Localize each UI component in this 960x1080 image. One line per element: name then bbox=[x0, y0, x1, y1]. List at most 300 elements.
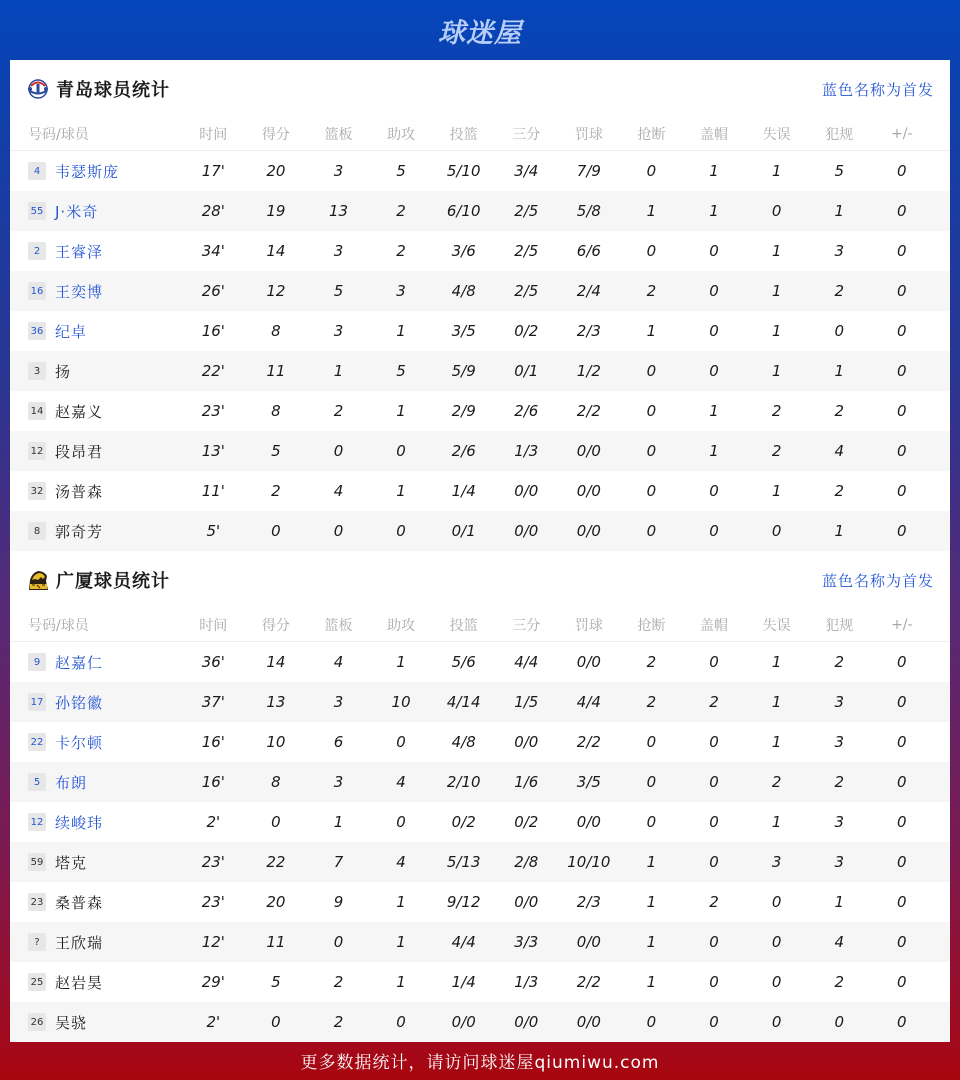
player-row[interactable] bbox=[10, 802, 950, 842]
jersey-number-badge: 3 bbox=[28, 362, 46, 380]
stat-plus-minus: 0 bbox=[897, 733, 907, 751]
player-name[interactable]: 王奕博 bbox=[55, 282, 104, 301]
player-row[interactable] bbox=[10, 682, 950, 722]
col-3pt: 三分 bbox=[512, 127, 541, 143]
jersey-number-badge: 4 bbox=[28, 162, 46, 180]
player-cell bbox=[10, 1012, 182, 1033]
column-header-row bbox=[10, 118, 950, 151]
stat-fouls: 3 bbox=[834, 693, 844, 711]
stat-turnovers: 3 bbox=[771, 853, 782, 871]
stat-rebounds: 3 bbox=[333, 773, 344, 791]
stat-assists: 1 bbox=[396, 973, 406, 991]
stat-free-throws: 2/3 bbox=[576, 893, 601, 911]
starter-legend: 蓝色名称为首发 bbox=[821, 80, 934, 99]
stat-field-goals: 4/14 bbox=[446, 693, 481, 711]
jersey-number-badge: 25 bbox=[28, 973, 46, 991]
stat-steals: 2 bbox=[646, 282, 657, 300]
player-name[interactable]: 孙铭徽 bbox=[55, 693, 104, 712]
stat-points: 12 bbox=[266, 282, 286, 300]
stat-points: 10 bbox=[266, 733, 286, 751]
player-cell bbox=[10, 441, 182, 462]
stat-blocks: 0 bbox=[709, 933, 719, 951]
stat-rebounds: 0 bbox=[333, 442, 344, 460]
stat-free-throws: 4/4 bbox=[576, 693, 601, 711]
stat-three-pointers: 2/6 bbox=[514, 402, 539, 420]
stat-field-goals: 4/4 bbox=[451, 933, 476, 951]
stat-points: 20 bbox=[266, 893, 286, 911]
stat-steals: 0 bbox=[646, 242, 657, 260]
player-row[interactable] bbox=[10, 191, 950, 231]
stat-assists: 0 bbox=[396, 813, 406, 831]
stat-points: 5 bbox=[271, 973, 281, 991]
stat-minutes: 29' bbox=[201, 973, 225, 991]
stat-plus-minus: 0 bbox=[897, 522, 907, 540]
player-cell bbox=[10, 972, 182, 993]
stat-steals: 1 bbox=[646, 202, 657, 220]
stat-steals: 0 bbox=[646, 773, 657, 791]
stat-minutes: 23' bbox=[201, 402, 225, 420]
stat-three-pointers: 2/5 bbox=[514, 242, 539, 260]
stat-steals: 0 bbox=[646, 442, 657, 460]
player-name[interactable]: 续峻玮 bbox=[55, 813, 104, 832]
player-name[interactable]: 纪卓 bbox=[55, 322, 88, 341]
brand-logo: 球迷屋 bbox=[438, 17, 522, 49]
stat-three-pointers: 1/3 bbox=[514, 973, 539, 991]
stat-turnovers: 0 bbox=[771, 893, 782, 911]
col-minutes: 时间 bbox=[199, 127, 228, 143]
stat-minutes: 37' bbox=[201, 693, 225, 711]
stat-field-goals: 4/8 bbox=[451, 282, 476, 300]
stat-assists: 2 bbox=[396, 202, 406, 220]
stat-rebounds: 2 bbox=[333, 973, 344, 991]
stat-turnovers: 1 bbox=[771, 813, 782, 831]
stat-rebounds: 1 bbox=[333, 362, 344, 380]
stat-rebounds: 5 bbox=[333, 282, 344, 300]
stat-three-pointers: 0/0 bbox=[514, 733, 539, 751]
player-cell bbox=[10, 401, 182, 422]
player-cell bbox=[10, 932, 182, 953]
stat-free-throws: 0/0 bbox=[576, 482, 601, 500]
col-ft: 罚球 bbox=[574, 127, 603, 143]
stat-minutes: 12' bbox=[201, 933, 225, 951]
stat-blocks: 0 bbox=[709, 973, 719, 991]
stat-turnovers: 0 bbox=[771, 202, 782, 220]
player-cell bbox=[10, 241, 182, 262]
player-row[interactable] bbox=[10, 231, 950, 271]
stat-minutes: 22' bbox=[201, 362, 225, 380]
stat-points: 8 bbox=[271, 322, 281, 340]
player-name[interactable]: 赵岩昊 bbox=[55, 973, 104, 992]
stat-steals: 0 bbox=[646, 482, 657, 500]
stat-turnovers: 0 bbox=[771, 933, 782, 951]
stat-free-throws: 0/0 bbox=[576, 653, 601, 671]
stat-plus-minus: 0 bbox=[897, 813, 907, 831]
stat-rebounds: 3 bbox=[333, 242, 344, 260]
stat-minutes: 16' bbox=[201, 773, 225, 791]
stat-three-pointers: 0/0 bbox=[514, 522, 539, 540]
player-row[interactable] bbox=[10, 471, 950, 511]
stat-assists: 1 bbox=[396, 933, 406, 951]
stat-rebounds: 13 bbox=[328, 202, 349, 220]
player-cell bbox=[10, 692, 182, 713]
stat-turnovers: 2 bbox=[771, 442, 782, 460]
stat-points: 20 bbox=[266, 162, 286, 180]
stat-turnovers: 0 bbox=[771, 1013, 782, 1031]
section-title: 广厦球员统计 bbox=[56, 571, 170, 592]
player-name[interactable]: 布朗 bbox=[55, 773, 88, 792]
stat-turnovers: 0 bbox=[771, 973, 782, 991]
stat-minutes: 11' bbox=[201, 482, 225, 500]
jersey-number-badge: 16 bbox=[28, 282, 46, 300]
stat-turnovers: 1 bbox=[771, 242, 782, 260]
jersey-number-badge: 55 bbox=[28, 202, 46, 220]
player-row[interactable] bbox=[10, 431, 950, 471]
col-plus-minus: +/- bbox=[891, 617, 913, 633]
stat-fouls: 3 bbox=[834, 242, 844, 260]
player-name[interactable]: 汤普森 bbox=[55, 482, 104, 501]
stat-field-goals: 1/4 bbox=[451, 973, 476, 991]
stat-field-goals: 4/8 bbox=[451, 733, 476, 751]
player-cell bbox=[10, 481, 182, 502]
stat-fouls: 5 bbox=[834, 162, 844, 180]
stat-steals: 2 bbox=[646, 653, 657, 671]
stat-blocks: 1 bbox=[709, 202, 719, 220]
col-turnovers: 失误 bbox=[762, 127, 791, 143]
stat-assists: 1 bbox=[396, 893, 406, 911]
stat-three-pointers: 2/5 bbox=[514, 282, 539, 300]
stat-free-throws: 0/0 bbox=[576, 933, 601, 951]
col-player: 号码/球员 bbox=[28, 127, 89, 143]
stat-rebounds: 0 bbox=[333, 933, 344, 951]
jersey-number-badge: 14 bbox=[28, 402, 46, 420]
stat-minutes: 36' bbox=[201, 653, 225, 671]
player-rows bbox=[10, 151, 950, 551]
player-row[interactable] bbox=[10, 962, 950, 1002]
stat-free-throws: 7/9 bbox=[576, 162, 601, 180]
stat-assists: 1 bbox=[396, 482, 406, 500]
player-name[interactable]: 卡尔顿 bbox=[55, 733, 104, 752]
col-steals: 抢断 bbox=[637, 618, 666, 634]
stat-fouls: 0 bbox=[834, 322, 844, 340]
player-row[interactable] bbox=[10, 391, 950, 431]
player-row[interactable] bbox=[10, 922, 950, 962]
team-section-guangsha bbox=[10, 551, 950, 1042]
player-name[interactable]: 赵嘉仁 bbox=[55, 653, 104, 672]
stat-turnovers: 1 bbox=[771, 482, 782, 500]
stat-points: 13 bbox=[266, 693, 286, 711]
stat-fouls: 1 bbox=[834, 362, 844, 380]
jersey-number-badge: 12 bbox=[28, 442, 46, 460]
stat-fouls: 4 bbox=[834, 933, 844, 951]
stat-three-pointers: 4/4 bbox=[514, 653, 539, 671]
stat-steals: 1 bbox=[646, 933, 657, 951]
player-name[interactable]: 桑普森 bbox=[55, 893, 104, 912]
stat-points: 19 bbox=[266, 202, 286, 220]
stat-blocks: 1 bbox=[709, 162, 719, 180]
stat-points: 8 bbox=[271, 402, 281, 420]
stat-rebounds: 4 bbox=[333, 482, 344, 500]
stat-three-pointers: 0/2 bbox=[514, 813, 539, 831]
col-rebounds: 篮板 bbox=[324, 127, 353, 143]
stat-blocks: 0 bbox=[709, 813, 719, 831]
stat-assists: 3 bbox=[396, 282, 406, 300]
stat-blocks: 0 bbox=[709, 653, 719, 671]
stat-plus-minus: 0 bbox=[897, 773, 907, 791]
stat-turnovers: 2 bbox=[771, 773, 782, 791]
jersey-number-badge: 17 bbox=[28, 693, 46, 711]
stat-plus-minus: 0 bbox=[897, 933, 907, 951]
stat-points: 22 bbox=[266, 853, 286, 871]
stat-assists: 1 bbox=[396, 653, 406, 671]
stat-blocks: 0 bbox=[709, 773, 719, 791]
player-row[interactable] bbox=[10, 351, 950, 391]
stat-assists: 0 bbox=[396, 522, 406, 540]
stat-fouls: 1 bbox=[834, 202, 844, 220]
player-name[interactable]: 郭奇芳 bbox=[55, 522, 104, 541]
stat-free-throws: 2/3 bbox=[576, 322, 601, 340]
jersey-number-badge: 59 bbox=[28, 853, 46, 871]
stat-points: 0 bbox=[271, 1013, 281, 1031]
stat-three-pointers: 1/6 bbox=[514, 773, 539, 791]
player-cell bbox=[10, 281, 182, 302]
stat-field-goals: 2/6 bbox=[451, 442, 476, 460]
section-title: 青岛球员统计 bbox=[56, 80, 170, 101]
col-plus-minus: +/- bbox=[891, 126, 913, 142]
player-name[interactable]: 吴骁 bbox=[55, 1013, 88, 1032]
player-name[interactable]: 王睿泽 bbox=[55, 242, 104, 261]
stat-rebounds: 3 bbox=[333, 693, 344, 711]
stat-field-goals: 3/5 bbox=[451, 322, 476, 340]
player-row[interactable] bbox=[10, 882, 950, 922]
stat-plus-minus: 0 bbox=[897, 322, 907, 340]
player-name[interactable]: 赵嘉义 bbox=[55, 402, 104, 421]
section-title-group bbox=[26, 76, 170, 102]
player-row[interactable] bbox=[10, 311, 950, 351]
col-points: 得分 bbox=[261, 618, 290, 634]
stat-assists: 10 bbox=[391, 693, 411, 711]
stat-minutes: 23' bbox=[201, 893, 225, 911]
stat-assists: 1 bbox=[396, 402, 406, 420]
col-rebounds: 篮板 bbox=[324, 618, 353, 634]
stat-minutes: 34' bbox=[201, 242, 225, 260]
player-row[interactable] bbox=[10, 511, 950, 551]
stat-free-throws: 0/0 bbox=[576, 522, 601, 540]
stat-rebounds: 3 bbox=[333, 322, 344, 340]
player-cell bbox=[10, 812, 182, 833]
jersey-number-badge: 8 bbox=[28, 522, 46, 540]
stat-steals: 0 bbox=[646, 362, 657, 380]
jersey-number-badge: 36 bbox=[28, 322, 46, 340]
stat-steals: 0 bbox=[646, 402, 657, 420]
stat-steals: 1 bbox=[646, 322, 657, 340]
stat-free-throws: 2/2 bbox=[576, 733, 601, 751]
stat-turnovers: 1 bbox=[771, 693, 782, 711]
qingdao-team-logo-icon bbox=[26, 77, 50, 101]
stat-three-pointers: 0/0 bbox=[514, 1013, 539, 1031]
stat-rebounds: 6 bbox=[333, 733, 344, 751]
col-blocks: 盖帽 bbox=[700, 127, 729, 143]
player-row[interactable] bbox=[10, 762, 950, 802]
section-title-group bbox=[26, 567, 170, 593]
stat-blocks: 0 bbox=[709, 482, 719, 500]
stat-assists: 0 bbox=[396, 733, 406, 751]
stat-blocks: 2 bbox=[709, 693, 719, 711]
player-cell bbox=[10, 161, 182, 182]
stat-minutes: 16' bbox=[201, 733, 225, 751]
team-section-qingdao bbox=[10, 60, 950, 551]
stat-three-pointers: 1/5 bbox=[514, 693, 539, 711]
stat-field-goals: 3/6 bbox=[451, 242, 476, 260]
guangsha-team-logo-icon bbox=[26, 568, 50, 592]
col-assists: 助攻 bbox=[387, 127, 416, 143]
stat-turnovers: 1 bbox=[771, 653, 782, 671]
player-row[interactable] bbox=[10, 722, 950, 762]
player-name[interactable]: 扬 bbox=[55, 362, 72, 381]
stat-steals: 0 bbox=[646, 733, 657, 751]
stat-points: 14 bbox=[266, 242, 286, 260]
stat-rebounds: 1 bbox=[333, 813, 344, 831]
stat-blocks: 0 bbox=[709, 522, 719, 540]
stat-field-goals: 0/0 bbox=[451, 1013, 476, 1031]
col-fg: 投篮 bbox=[449, 618, 478, 634]
col-player: 号码/球员 bbox=[28, 618, 89, 634]
stat-three-pointers: 0/2 bbox=[514, 322, 539, 340]
stat-steals: 2 bbox=[646, 693, 657, 711]
column-header-row bbox=[10, 609, 950, 642]
stat-turnovers: 2 bbox=[771, 402, 782, 420]
stat-assists: 2 bbox=[396, 242, 406, 260]
col-fouls: 犯规 bbox=[825, 127, 854, 143]
stat-fouls: 2 bbox=[834, 402, 844, 420]
stat-steals: 0 bbox=[646, 162, 657, 180]
stat-rebounds: 0 bbox=[333, 522, 344, 540]
stat-free-throws: 0/0 bbox=[576, 442, 601, 460]
col-fouls: 犯规 bbox=[825, 618, 854, 634]
stat-points: 5 bbox=[271, 442, 281, 460]
stat-plus-minus: 0 bbox=[897, 653, 907, 671]
stat-field-goals: 5/9 bbox=[451, 362, 476, 380]
stat-turnovers: 0 bbox=[771, 522, 782, 540]
stat-blocks: 0 bbox=[709, 322, 719, 340]
stat-plus-minus: 0 bbox=[897, 282, 907, 300]
stat-three-pointers: 2/5 bbox=[514, 202, 539, 220]
stat-plus-minus: 0 bbox=[897, 893, 907, 911]
stat-field-goals: 5/6 bbox=[451, 653, 476, 671]
stat-steals: 0 bbox=[646, 813, 657, 831]
stat-free-throws: 0/0 bbox=[576, 1013, 601, 1031]
player-cell bbox=[10, 201, 182, 222]
stat-rebounds: 3 bbox=[333, 162, 344, 180]
stat-fouls: 1 bbox=[834, 522, 844, 540]
player-cell bbox=[10, 892, 182, 913]
jersey-number-badge: 9 bbox=[28, 653, 46, 671]
player-name[interactable]: 段昂君 bbox=[55, 442, 104, 461]
stat-blocks: 1 bbox=[709, 402, 719, 420]
stat-minutes: 5' bbox=[206, 522, 221, 540]
stat-field-goals: 6/10 bbox=[446, 202, 481, 220]
stat-turnovers: 1 bbox=[771, 282, 782, 300]
stat-points: 0 bbox=[271, 522, 281, 540]
stat-minutes: 16' bbox=[201, 322, 225, 340]
stat-minutes: 2' bbox=[206, 1013, 221, 1031]
stat-blocks: 0 bbox=[709, 242, 719, 260]
player-row[interactable] bbox=[10, 842, 950, 882]
stat-fouls: 3 bbox=[834, 813, 844, 831]
stat-points: 11 bbox=[266, 362, 286, 380]
player-name[interactable]: 韦瑟斯庞 bbox=[55, 162, 120, 181]
player-row[interactable] bbox=[10, 271, 950, 311]
col-points: 得分 bbox=[261, 127, 290, 143]
player-name[interactable]: 王欣瑞 bbox=[55, 933, 104, 952]
stat-minutes: 28' bbox=[201, 202, 225, 220]
col-blocks: 盖帽 bbox=[700, 618, 729, 634]
stat-assists: 1 bbox=[396, 322, 406, 340]
player-name[interactable]: J·米奇 bbox=[55, 202, 99, 221]
player-rows bbox=[10, 642, 950, 1042]
stat-field-goals: 2/9 bbox=[451, 402, 476, 420]
col-minutes: 时间 bbox=[199, 618, 228, 634]
stat-free-throws: 6/6 bbox=[576, 242, 601, 260]
player-cell bbox=[10, 772, 182, 793]
stat-field-goals: 5/13 bbox=[446, 853, 481, 871]
stat-fouls: 2 bbox=[834, 482, 844, 500]
jersey-number-badge: ? bbox=[28, 933, 46, 951]
player-row[interactable] bbox=[10, 1002, 950, 1042]
player-cell bbox=[10, 361, 182, 382]
footer-link-text[interactable]: 更多数据统计，请访问球迷屋qiumiwu.com bbox=[300, 1052, 660, 1073]
stat-minutes: 13' bbox=[201, 442, 225, 460]
stat-three-pointers: 0/0 bbox=[514, 893, 539, 911]
col-ft: 罚球 bbox=[574, 618, 603, 634]
starter-legend: 蓝色名称为首发 bbox=[821, 571, 934, 590]
section-header bbox=[10, 60, 950, 118]
stat-fouls: 2 bbox=[834, 973, 844, 991]
stat-field-goals: 2/10 bbox=[446, 773, 481, 791]
stat-points: 2 bbox=[271, 482, 281, 500]
player-cell bbox=[10, 852, 182, 873]
stat-steals: 1 bbox=[646, 853, 657, 871]
stat-free-throws: 1/2 bbox=[576, 362, 601, 380]
player-cell bbox=[10, 652, 182, 673]
stat-free-throws: 0/0 bbox=[576, 813, 601, 831]
player-name[interactable]: 塔克 bbox=[55, 853, 88, 872]
stat-minutes: 26' bbox=[201, 282, 225, 300]
player-cell bbox=[10, 521, 182, 542]
stat-steals: 0 bbox=[646, 1013, 657, 1031]
stat-turnovers: 1 bbox=[771, 362, 782, 380]
jersey-number-badge: 23 bbox=[28, 893, 46, 911]
stats-card bbox=[10, 60, 950, 1040]
stat-three-pointers: 1/3 bbox=[514, 442, 539, 460]
stat-blocks: 2 bbox=[709, 893, 719, 911]
stat-minutes: 2' bbox=[206, 813, 221, 831]
stat-points: 14 bbox=[266, 653, 286, 671]
stat-fouls: 3 bbox=[834, 853, 844, 871]
stat-plus-minus: 0 bbox=[897, 242, 907, 260]
top-banner bbox=[0, 0, 960, 60]
stat-fouls: 2 bbox=[834, 653, 844, 671]
stat-field-goals: 1/4 bbox=[451, 482, 476, 500]
player-row[interactable] bbox=[10, 151, 950, 191]
player-row[interactable] bbox=[10, 642, 950, 682]
stat-rebounds: 2 bbox=[333, 1013, 344, 1031]
stat-blocks: 0 bbox=[709, 362, 719, 380]
stat-rebounds: 2 bbox=[333, 402, 344, 420]
stat-plus-minus: 0 bbox=[897, 442, 907, 460]
stat-three-pointers: 2/8 bbox=[514, 853, 539, 871]
stat-plus-minus: 0 bbox=[897, 693, 907, 711]
player-cell bbox=[10, 732, 182, 753]
